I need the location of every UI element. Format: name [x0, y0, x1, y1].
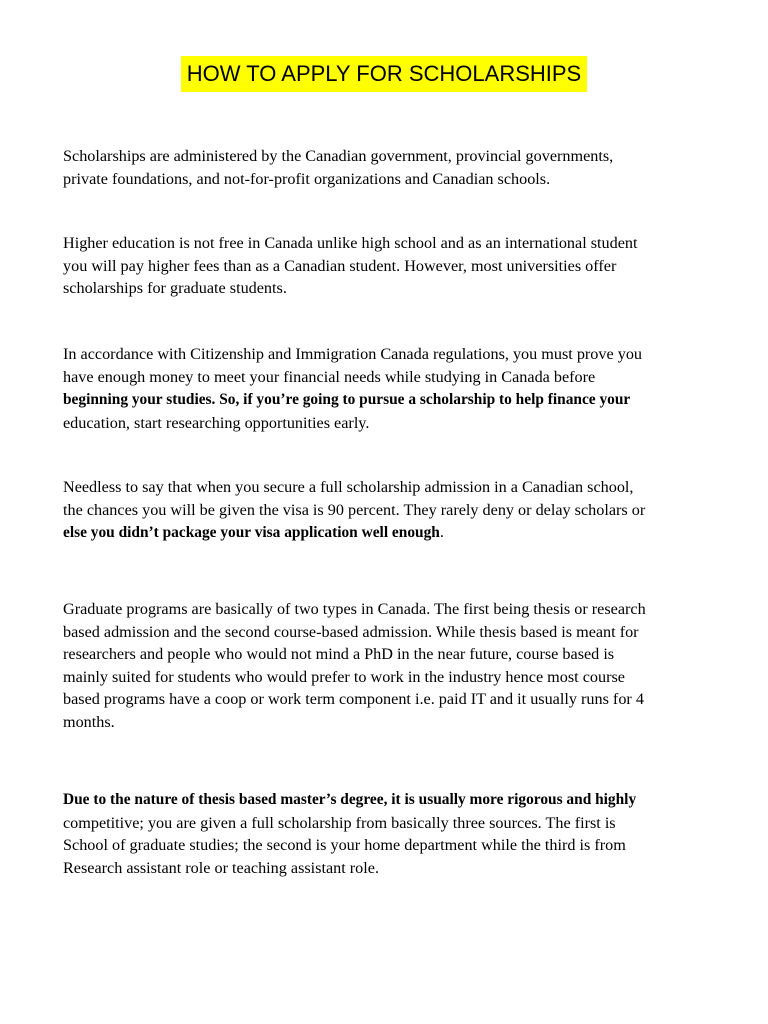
paragraph-line: you will pay higher fees than as a Canadian student. However, most universities offer: [63, 256, 617, 275]
paragraph-line: months.: [63, 712, 115, 731]
paragraph-line: have enough money to meet your financial needs while studying in Canada before: [63, 367, 596, 386]
paragraph-line-bold: Due to the nature of thesis based master’s degree, it is usually more rigorous and highly: [63, 791, 637, 808]
paragraph-line: mainly suited for students who would prefer to work in the industry hence most course: [63, 667, 625, 686]
paragraph-line: based programs have a coop or work term component i.e. paid IT and it usually runs for 4: [63, 690, 644, 708]
paragraph-line: Research assistant role or teaching assistant role.: [63, 858, 380, 877]
paragraph-line: In accordance with Citizenship and Immigration Canada regulations, you must prove you: [63, 345, 643, 363]
page-title: HOW TO APPLY FOR SCHOLARSHIPS: [181, 56, 587, 92]
paragraph-line: private foundations, and not-for-profit organizations and Canadian schools.: [63, 169, 551, 188]
paragraph-line-tail: .: [439, 523, 444, 541]
paragraph-line: based admission and the second course-based admission. While thesis based is meant for: [63, 622, 639, 641]
paragraph-4: [63, 476, 713, 545]
paragraph-line: School of graduate studies; the second is your home department while the third is from: [63, 836, 626, 854]
paragraph-line: researchers and people who would not mind a PhD in the near future, course based is: [63, 645, 615, 663]
paragraph-line: Needless to say that when you secure a full scholarship admission in a Canadian school,: [63, 478, 634, 496]
title-wrap: [0, 56, 768, 92]
paragraph-6: [63, 788, 713, 879]
paragraph-line: scholarships for graduate students.: [63, 279, 287, 297]
paragraph-line: Graduate programs are basically of two types in Canada. The first being thesis or research: [63, 600, 646, 618]
paragraph-line: Scholarships are administered by the Canadian government, provincial governments,: [63, 147, 614, 165]
paragraph-line: the chances you will be given the visa is 90 percent. They rarely deny or delay scholars or: [63, 500, 646, 519]
paragraph-line: education, start researching opportunities early.: [63, 413, 370, 432]
paragraph-line: Higher education is not free in Canada unlike high school and as an international student: [63, 234, 638, 252]
paragraph-line-bold: else you didn’t package your visa application well enough: [63, 524, 440, 541]
paragraph-5: [63, 598, 713, 733]
paragraph-2: [63, 232, 713, 300]
paragraph-3: [63, 343, 713, 434]
paragraph-1: [63, 145, 713, 190]
paragraph-line-bold: beginning your studies. So, if you’re going to pursue a scholarship to help finance your: [63, 391, 631, 408]
paragraph-line: competitive; you are given a full scholarship from basically three sources. The first is: [63, 813, 616, 832]
